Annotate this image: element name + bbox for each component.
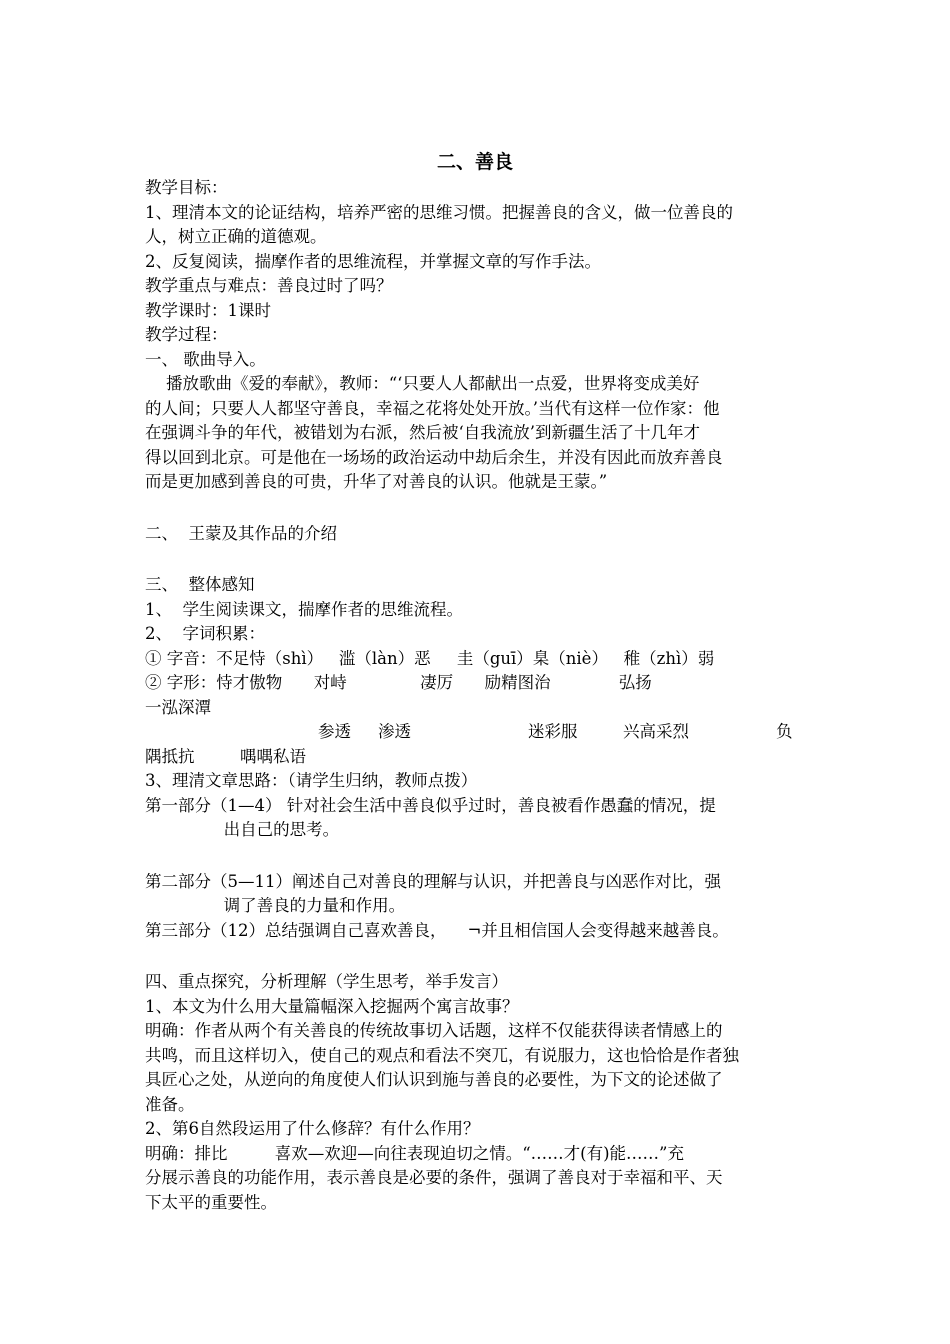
vocab-word: 参透 (318, 722, 351, 741)
vocab-pronunciation-line: ① 字音：不足恃（shì） 滥（làn）恶 圭（guī）臬（niè） 稚（zhì）弱 (145, 649, 715, 668)
answer-line: 明确：作者从两个有关善良的传统故事切入话题，这样不仅能获得读者情感上的 (145, 1021, 723, 1040)
text-line: 一泓深潭 (145, 698, 211, 717)
answer-line: 明确：排比 喜欢—欢迎—向往表现迫切之情。“……才(有)能……”充 (145, 1144, 684, 1163)
document-title: 二、善良 (436, 151, 513, 173)
text-line: 人，树立正确的道德观。 (145, 227, 327, 246)
question-line: 1、本文为什么用大量篇幅深入挖掘两个寓言故事？ (145, 997, 519, 1016)
section-heading: 二、 王蒙及其作品的介绍 (145, 524, 337, 543)
section-heading: 四、重点探究，分析理解（学生思考，举手发言） (145, 972, 508, 991)
answer-line: 下太平的重要性。 (145, 1193, 277, 1212)
answer-line: 准备。 (145, 1095, 195, 1114)
text-line: 出自己的思考。 (145, 820, 340, 839)
question-line: 2、第6自然段运用了什么修辞？有什么作用？ (145, 1119, 480, 1138)
vocab-word: 渗透 (378, 722, 411, 741)
text-line: 教学过程： (145, 325, 228, 344)
text-line: 1、 学生阅读课文，揣摩作者的思维流程。 (145, 600, 463, 619)
text-line: 2、反复阅读，揣摩作者的思维流程，并掌握文章的写作手法。 (145, 252, 601, 271)
text-line: 3、理清文章思路：（请学生归纳，教师点拨） (145, 771, 478, 790)
text-line: 教学目标： (145, 178, 228, 197)
text-line: 调了善良的力量和作用。 (145, 896, 406, 915)
section-heading: 一、 歌曲导入。 (145, 350, 266, 369)
text-line: 2、 字词积累： (145, 624, 265, 643)
text-line: 的人间；只要人人都坚守善良，幸福之花将处处开放。’当代有这样一位作家：他 (145, 399, 720, 418)
text-line: 第一部分（1—4） 针对社会生活中善良似乎过时，善良被看作愚蠢的情况，提 (145, 796, 716, 815)
vocab-word: 负 (776, 722, 793, 741)
vocab-word: 喁喁私语 (240, 747, 306, 766)
text-line: 播放歌曲《爱的奉献》，教师：“‘只要人人都献出一点爱，世界将变成美好 (145, 374, 700, 393)
vocab-word: 隅抵抗 (145, 747, 195, 766)
text-line: 得以回到北京。可是他在一场场的政治运动中劫后余生，并没有因此而放弃善良 (145, 448, 723, 467)
section-heading: 三、 整体感知 (145, 575, 255, 594)
text-line: 教学课时：1课时 (145, 301, 271, 320)
text-line: 第三部分（12）总结强调自己喜欢善良， ¬并且相信国人会变得越来越善良。 (145, 921, 729, 940)
vocab-word: 兴高采烈 (623, 722, 689, 741)
text-line: 1、理清本文的论证结构，培养严密的思维习惯。把握善良的含义，做一位善良的 (145, 203, 733, 222)
answer-line: 具匠心之处，从逆向的角度使人们认识到施与善良的必要性，为下文的论述做了 (145, 1070, 723, 1089)
answer-line: 分展示善良的功能作用，表示善良是必要的条件，强调了善良对于幸福和平、天 (145, 1168, 723, 1187)
vocab-word: 迷彩服 (528, 722, 578, 741)
text-line: 而是更加感到善良的可贵，升华了对善良的认识。他就是王蒙。” (145, 472, 608, 491)
text-line: 教学重点与难点：善良过时了吗？ (145, 276, 393, 295)
text-line: 第二部分（5—11）阐述自己对善良的理解与认识，并把善良与凶恶作对比，强 (145, 872, 721, 891)
text-line: 在强调斗争的年代，被错划为右派，然后被‘自我流放’到新疆生活了十几年才 (145, 423, 700, 442)
vocab-writing-line: ② 字形：恃才傲物 对峙 凄厉 励精图治 弘扬 (145, 673, 652, 692)
answer-line: 共鸣，而且这样切入，使自己的观点和看法不突兀，有说服力，这也恰恰是作者独 (145, 1046, 739, 1065)
